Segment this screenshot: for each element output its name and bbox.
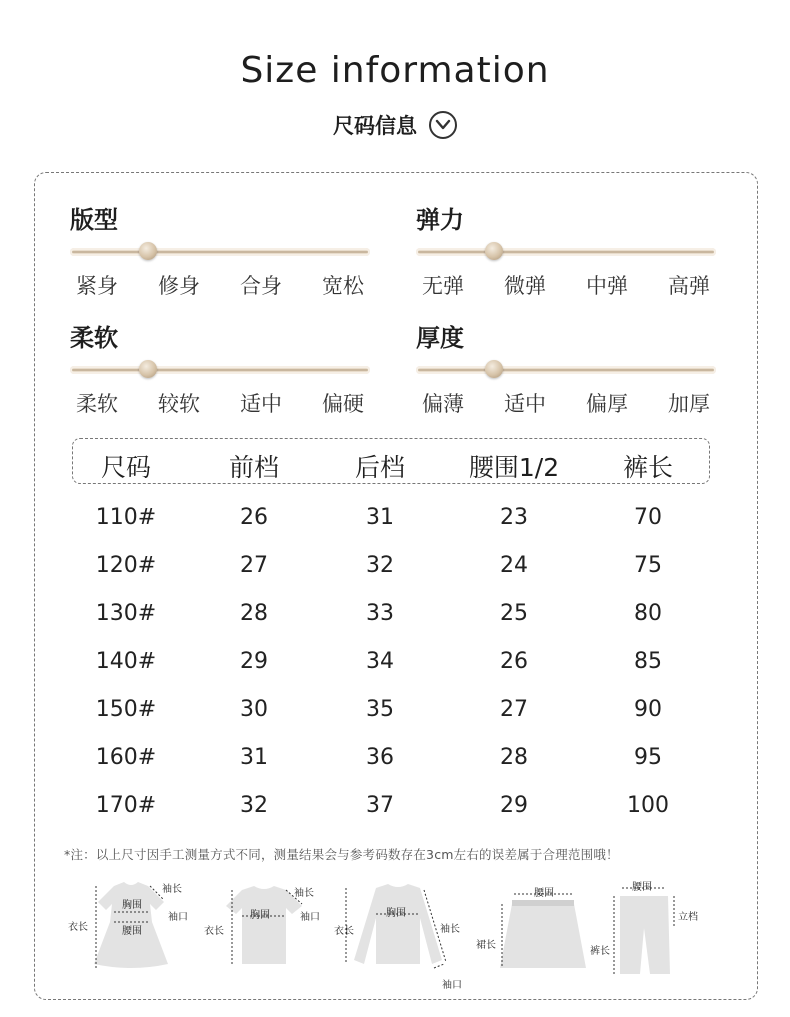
cell-back-rise: 34 [366, 649, 394, 674]
elasticity-scale [416, 200, 716, 300]
skirt-length-label: 裙长 [476, 940, 496, 951]
cell-half-waist: 26 [500, 649, 528, 674]
sleeve-length-label: 袖长 [162, 884, 182, 895]
cell-size: 160# [95, 745, 157, 770]
scale-knob [139, 360, 157, 378]
cell-pants-length: 75 [634, 553, 662, 578]
scale-label: 偏硬 [322, 392, 364, 416]
page-title: Size information [240, 50, 550, 91]
scale-title: 版型 [70, 206, 118, 234]
dress-diagram [66, 872, 196, 977]
cell-pants-length: 80 [634, 601, 662, 626]
cell-half-waist: 24 [500, 553, 528, 578]
scale-knob [139, 242, 157, 260]
cell-half-waist: 27 [500, 697, 528, 722]
scale-label: 修身 [158, 274, 200, 298]
sleeve-length-label: 袖长 [440, 924, 460, 935]
scale-track [416, 366, 716, 374]
scale-label: 中弹 [586, 274, 628, 298]
waist-label: 腰围 [534, 888, 554, 899]
cell-size: 150# [95, 697, 157, 722]
subtitle-row [0, 110, 790, 140]
waist-label: 腰围 [632, 882, 652, 893]
cell-front-rise: 32 [240, 793, 268, 818]
cell-front-rise: 30 [240, 697, 268, 722]
column-header-back-rise: 后档 [354, 453, 405, 482]
scale-label: 加厚 [668, 392, 710, 416]
cell-pants-length: 85 [634, 649, 662, 674]
softness-scale [70, 318, 370, 418]
scale-label: 适中 [240, 392, 282, 416]
scale-label: 较软 [158, 392, 200, 416]
scale-knob [485, 360, 503, 378]
rise-label: 立档 [678, 912, 698, 923]
cell-pants-length: 70 [634, 505, 662, 530]
cell-size: 170# [95, 793, 157, 818]
tshirt-diagram [202, 872, 332, 977]
cell-half-waist: 25 [500, 601, 528, 626]
cell-size: 130# [95, 601, 157, 626]
scale-label: 高弹 [668, 274, 710, 298]
length-label: 衣长 [204, 926, 224, 937]
scale-title: 柔软 [70, 324, 118, 352]
cell-front-rise: 31 [240, 745, 268, 770]
cell-back-rise: 33 [366, 601, 394, 626]
length-label: 衣长 [334, 926, 354, 937]
scale-labels [70, 270, 370, 300]
measurement-note: *注：以上尺寸因手工测量方式不同，测量结果会与参考码数存在3cm左右的误差属于合理范围哦！ [64, 847, 619, 862]
scale-knob [485, 242, 503, 260]
scale-title: 弹力 [416, 206, 464, 234]
chest-label: 胸围 [122, 900, 142, 911]
scale-label: 适中 [504, 392, 546, 416]
cell-size: 140# [95, 649, 157, 674]
pants-diagram [590, 872, 710, 977]
column-header-pants-length: 裤长 [622, 453, 673, 482]
cell-half-waist: 23 [500, 505, 528, 530]
cell-back-rise: 32 [366, 553, 394, 578]
length-label: 衣长 [68, 922, 88, 933]
cell-back-rise: 31 [366, 505, 394, 530]
scale-track [416, 248, 716, 256]
cell-front-rise: 27 [240, 553, 268, 578]
scale-labels [416, 388, 716, 418]
sleeve-length-label: 袖长 [294, 888, 314, 899]
cuff-label: 袖口 [300, 912, 320, 923]
thickness-scale [416, 318, 716, 418]
scale-label: 宽松 [322, 274, 364, 298]
cell-size: 120# [95, 553, 157, 578]
scale-label: 紧身 [76, 274, 118, 298]
cell-back-rise: 35 [366, 697, 394, 722]
fit-scale [70, 200, 370, 300]
column-header-size: 尺码 [100, 453, 151, 482]
sweater-diagram [332, 872, 472, 992]
chest-label: 胸围 [250, 910, 270, 921]
cell-front-rise: 29 [240, 649, 268, 674]
scale-track [70, 248, 370, 256]
cuff-label: 袖口 [168, 912, 188, 923]
cell-pants-length: 90 [634, 697, 662, 722]
scale-label: 偏薄 [422, 392, 464, 416]
section-subtitle: 尺码信息 [333, 114, 417, 138]
scale-label: 偏厚 [586, 392, 628, 416]
cell-size: 110# [95, 505, 157, 530]
cell-front-rise: 28 [240, 601, 268, 626]
scale-label: 微弹 [504, 274, 546, 298]
cell-half-waist: 29 [500, 793, 528, 818]
cell-front-rise: 26 [240, 505, 268, 530]
chevron-down-icon [429, 111, 457, 139]
scale-labels [416, 270, 716, 300]
column-header-half-waist: 腰围1/2 [468, 453, 560, 482]
chest-label: 胸围 [386, 908, 406, 919]
waist-label: 腰围 [122, 926, 142, 937]
cell-half-waist: 28 [500, 745, 528, 770]
scale-label: 无弹 [422, 274, 464, 298]
scale-labels [70, 388, 370, 418]
scale-label: 柔软 [76, 392, 118, 416]
cuff-label: 袖口 [442, 980, 462, 991]
scale-track [70, 366, 370, 374]
pants-length-label: 裤长 [590, 946, 610, 957]
cell-back-rise: 37 [366, 793, 394, 818]
cell-pants-length: 100 [627, 793, 669, 818]
scale-title: 厚度 [416, 324, 464, 352]
skirt-diagram [474, 872, 594, 977]
cell-back-rise: 36 [366, 745, 394, 770]
cell-pants-length: 95 [634, 745, 662, 770]
column-header-front-rise: 前档 [228, 453, 279, 482]
scale-label: 合身 [240, 274, 282, 298]
